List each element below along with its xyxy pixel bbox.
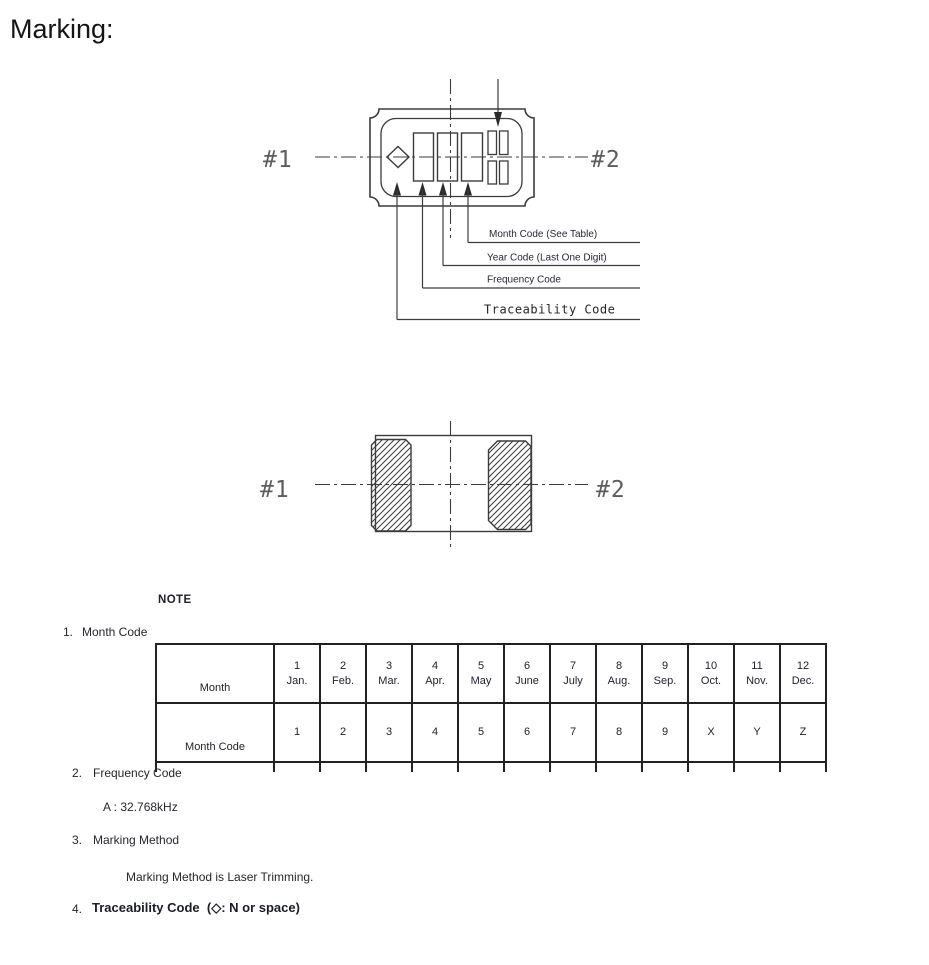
month-cell: 4 Apr. [412,644,458,703]
note3-title: Marking Method [93,833,180,847]
month-cell: 6 June [504,644,550,703]
month-code-header-cell: Month Code [156,703,274,762]
month-cell: 12 Dec. [780,644,826,703]
callout-year-code: Year Code (Last One Digit) [487,252,607,264]
note1-title: Month Code [82,625,148,639]
month-code-cell: 5 [458,703,504,762]
month-header-cell: Month [156,644,274,703]
table-edge-stub [688,762,734,772]
month-cell: 8 Aug. [596,644,642,703]
bottom-pin2-label: #2 [596,477,626,503]
bottom-view-diagram [315,421,588,551]
top-view-diagram [315,79,640,320]
callout-frequency-code: Frequency Code [487,274,561,286]
table-edge-stub [780,762,826,772]
month-code-cell: Y [734,703,780,762]
pad-1 [372,440,412,532]
note-heading: NOTE [158,594,192,606]
month-cell: 2 Feb. [320,644,366,703]
table-edge-stub [550,762,596,772]
table-edge-stub [412,762,458,772]
month-code-cell: 9 [642,703,688,762]
note1-number: 1. [63,625,74,639]
callout-month-code: Month Code (See Table) [489,229,598,240]
month-code-cell: X [688,703,734,762]
month-cell: 5 May [458,644,504,703]
note4-title: Traceability Code (◇: N or space) [92,900,300,915]
month-code-cell: 3 [366,703,412,762]
month-code-cell: Z [780,703,826,762]
table-edge-stub [320,762,366,772]
note2-detail: A : 32.768kHz [103,800,178,814]
note2-number: 2. [72,766,83,780]
month-cell: 10 Oct. [688,644,734,703]
table-edge-stub [734,762,780,772]
month-cell: 1 Jan. [274,644,320,703]
month-code-cell: 7 [550,703,596,762]
note4-number: 4. [72,902,83,916]
month-code-cell: 2 [320,703,366,762]
table-edge-stub [504,762,550,772]
month-cell: 3 Mar. [366,644,412,703]
page-title: Marking: [10,14,114,44]
month-code-cell: 1 [274,703,320,762]
table-row-codes [156,703,826,762]
table-edge-stub [366,762,412,772]
callout-traceability-code: Traceability Code [484,302,616,317]
pad-2 [489,441,532,530]
table-edge-stub [596,762,642,772]
month-code-cell: 4 [412,703,458,762]
month-cell: 11 Nov. [734,644,780,703]
top-pin2-label: #2 [591,147,621,173]
note3-detail: Marking Method is Laser Trimming. [126,870,314,884]
month-code-cell: 8 [596,703,642,762]
top-pin1-label: #1 [263,147,293,173]
down-arrow [494,79,502,127]
month-code-table-wrap [155,643,827,772]
table-edge-stubs [156,762,826,772]
note3-number: 3. [72,833,83,847]
month-cell: 7 July [550,644,596,703]
note2-title: Frequency Code [93,766,182,780]
month-cell: 9 Sep. [642,644,688,703]
month-code-cell: 6 [504,703,550,762]
leader-traceability [393,182,640,320]
table-edge-stub [274,762,320,772]
table-row-months [156,644,826,703]
bottom-pin1-label: #1 [260,477,290,503]
table-edge-stub [642,762,688,772]
table-edge-stub [458,762,504,772]
month-code-table [155,643,827,772]
